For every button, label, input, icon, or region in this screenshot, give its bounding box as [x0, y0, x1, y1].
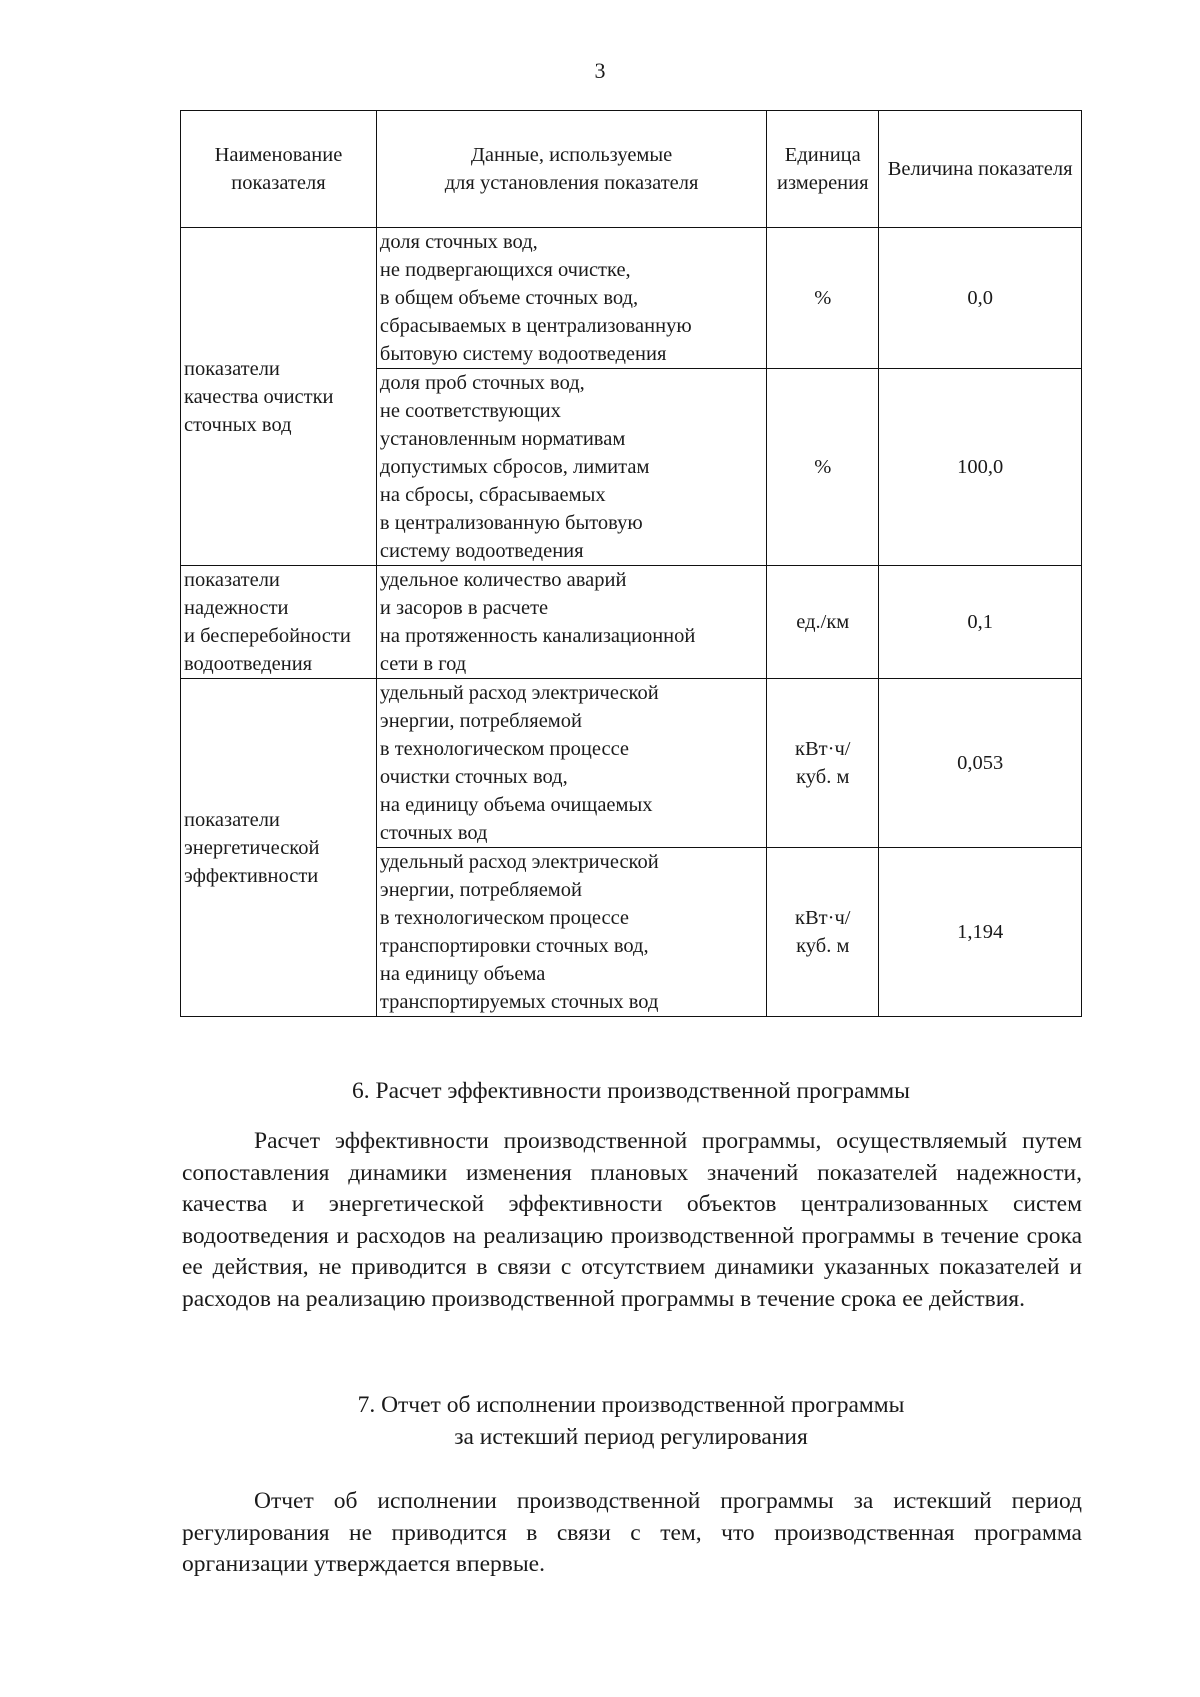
- row-unit: %: [767, 228, 879, 369]
- row-value: 100,0: [879, 369, 1082, 566]
- row-unit: кВт·ч/ куб. м: [767, 848, 879, 1017]
- section-6-paragraph: Расчет эффективности производственной программы, осуществляемый путем сопоставления динамики изменения плановых значений показателей надежности, качества и энергетической эффективности объектов централизованных систем водоотведения и расходов на реализацию производственной программы в течение срока ее действия, не приводится в связи с отсутствием динамики указанных показателей и расходов на реализацию производственной программы в течение срока ее действия.: [182, 1128, 1082, 1312]
- section-7-paragraph: Отчет об исполнении производственной программы за истекший период регулирования не приводится в связи с тем, что производственная программа организации утверждается впервые.: [182, 1488, 1082, 1577]
- row-source: доля сточных вод, не подвергающихся очистке, в общем объеме сточных вод, сбрасываемых в централизованную бытовую систему водоотведения: [376, 228, 766, 369]
- section-7-heading-line-1: 7. Отчет об исполнении производственной программы: [357, 1392, 905, 1418]
- section-6-heading: 6. Расчет эффективности производственной программы: [352, 1078, 910, 1104]
- header-name: Наименование показателя: [181, 111, 377, 228]
- row-value: 0,053: [879, 679, 1082, 848]
- group-name-energy: показатели энергетической эффективности: [181, 679, 377, 1017]
- group-name-quality: показатели качества очистки сточных вод: [181, 228, 377, 566]
- row-value: 0,1: [879, 566, 1082, 679]
- header-value: Величина показателя: [879, 111, 1082, 228]
- section-7-heading-line-2: за истекший период регулирования: [454, 1424, 808, 1450]
- row-source: удельный расход электрической энергии, потребляемой в технологическом процессе транспортировки сточных вод, на единицу объема транспортируемых сточных вод: [376, 848, 766, 1017]
- row-value: 1,194: [879, 848, 1082, 1017]
- row-source: доля проб сточных вод, не соответствующих установленным нормативам допустимых сбросов, лимитам на сбросы, сбрасываемых в централизованную бытовую систему водоотведения: [376, 369, 766, 566]
- row-unit: %: [767, 369, 879, 566]
- table-row: [181, 566, 1082, 679]
- table-row: [181, 679, 1082, 848]
- row-source: удельное количество аварий и засоров в расчете на протяженность канализационной сети в год: [376, 566, 766, 679]
- header-unit: Единица измерения: [767, 111, 879, 228]
- row-value: 0,0: [879, 228, 1082, 369]
- page-number: 3: [594, 58, 606, 83]
- table-header-row: [181, 111, 1082, 228]
- group-name-reliability: показатели надежности и бесперебойности водоотведения: [181, 566, 377, 679]
- row-unit: ед./км: [767, 566, 879, 679]
- indicators-table: [180, 110, 1082, 1017]
- header-source: Данные, используемые для установления показателя: [376, 111, 766, 228]
- row-unit: кВт·ч/ куб. м: [767, 679, 879, 848]
- table-row: [181, 228, 1082, 369]
- row-source: удельный расход электрической энергии, потребляемой в технологическом процессе очистки сточных вод, на единицу объема очищаемых сточных вод: [376, 679, 766, 848]
